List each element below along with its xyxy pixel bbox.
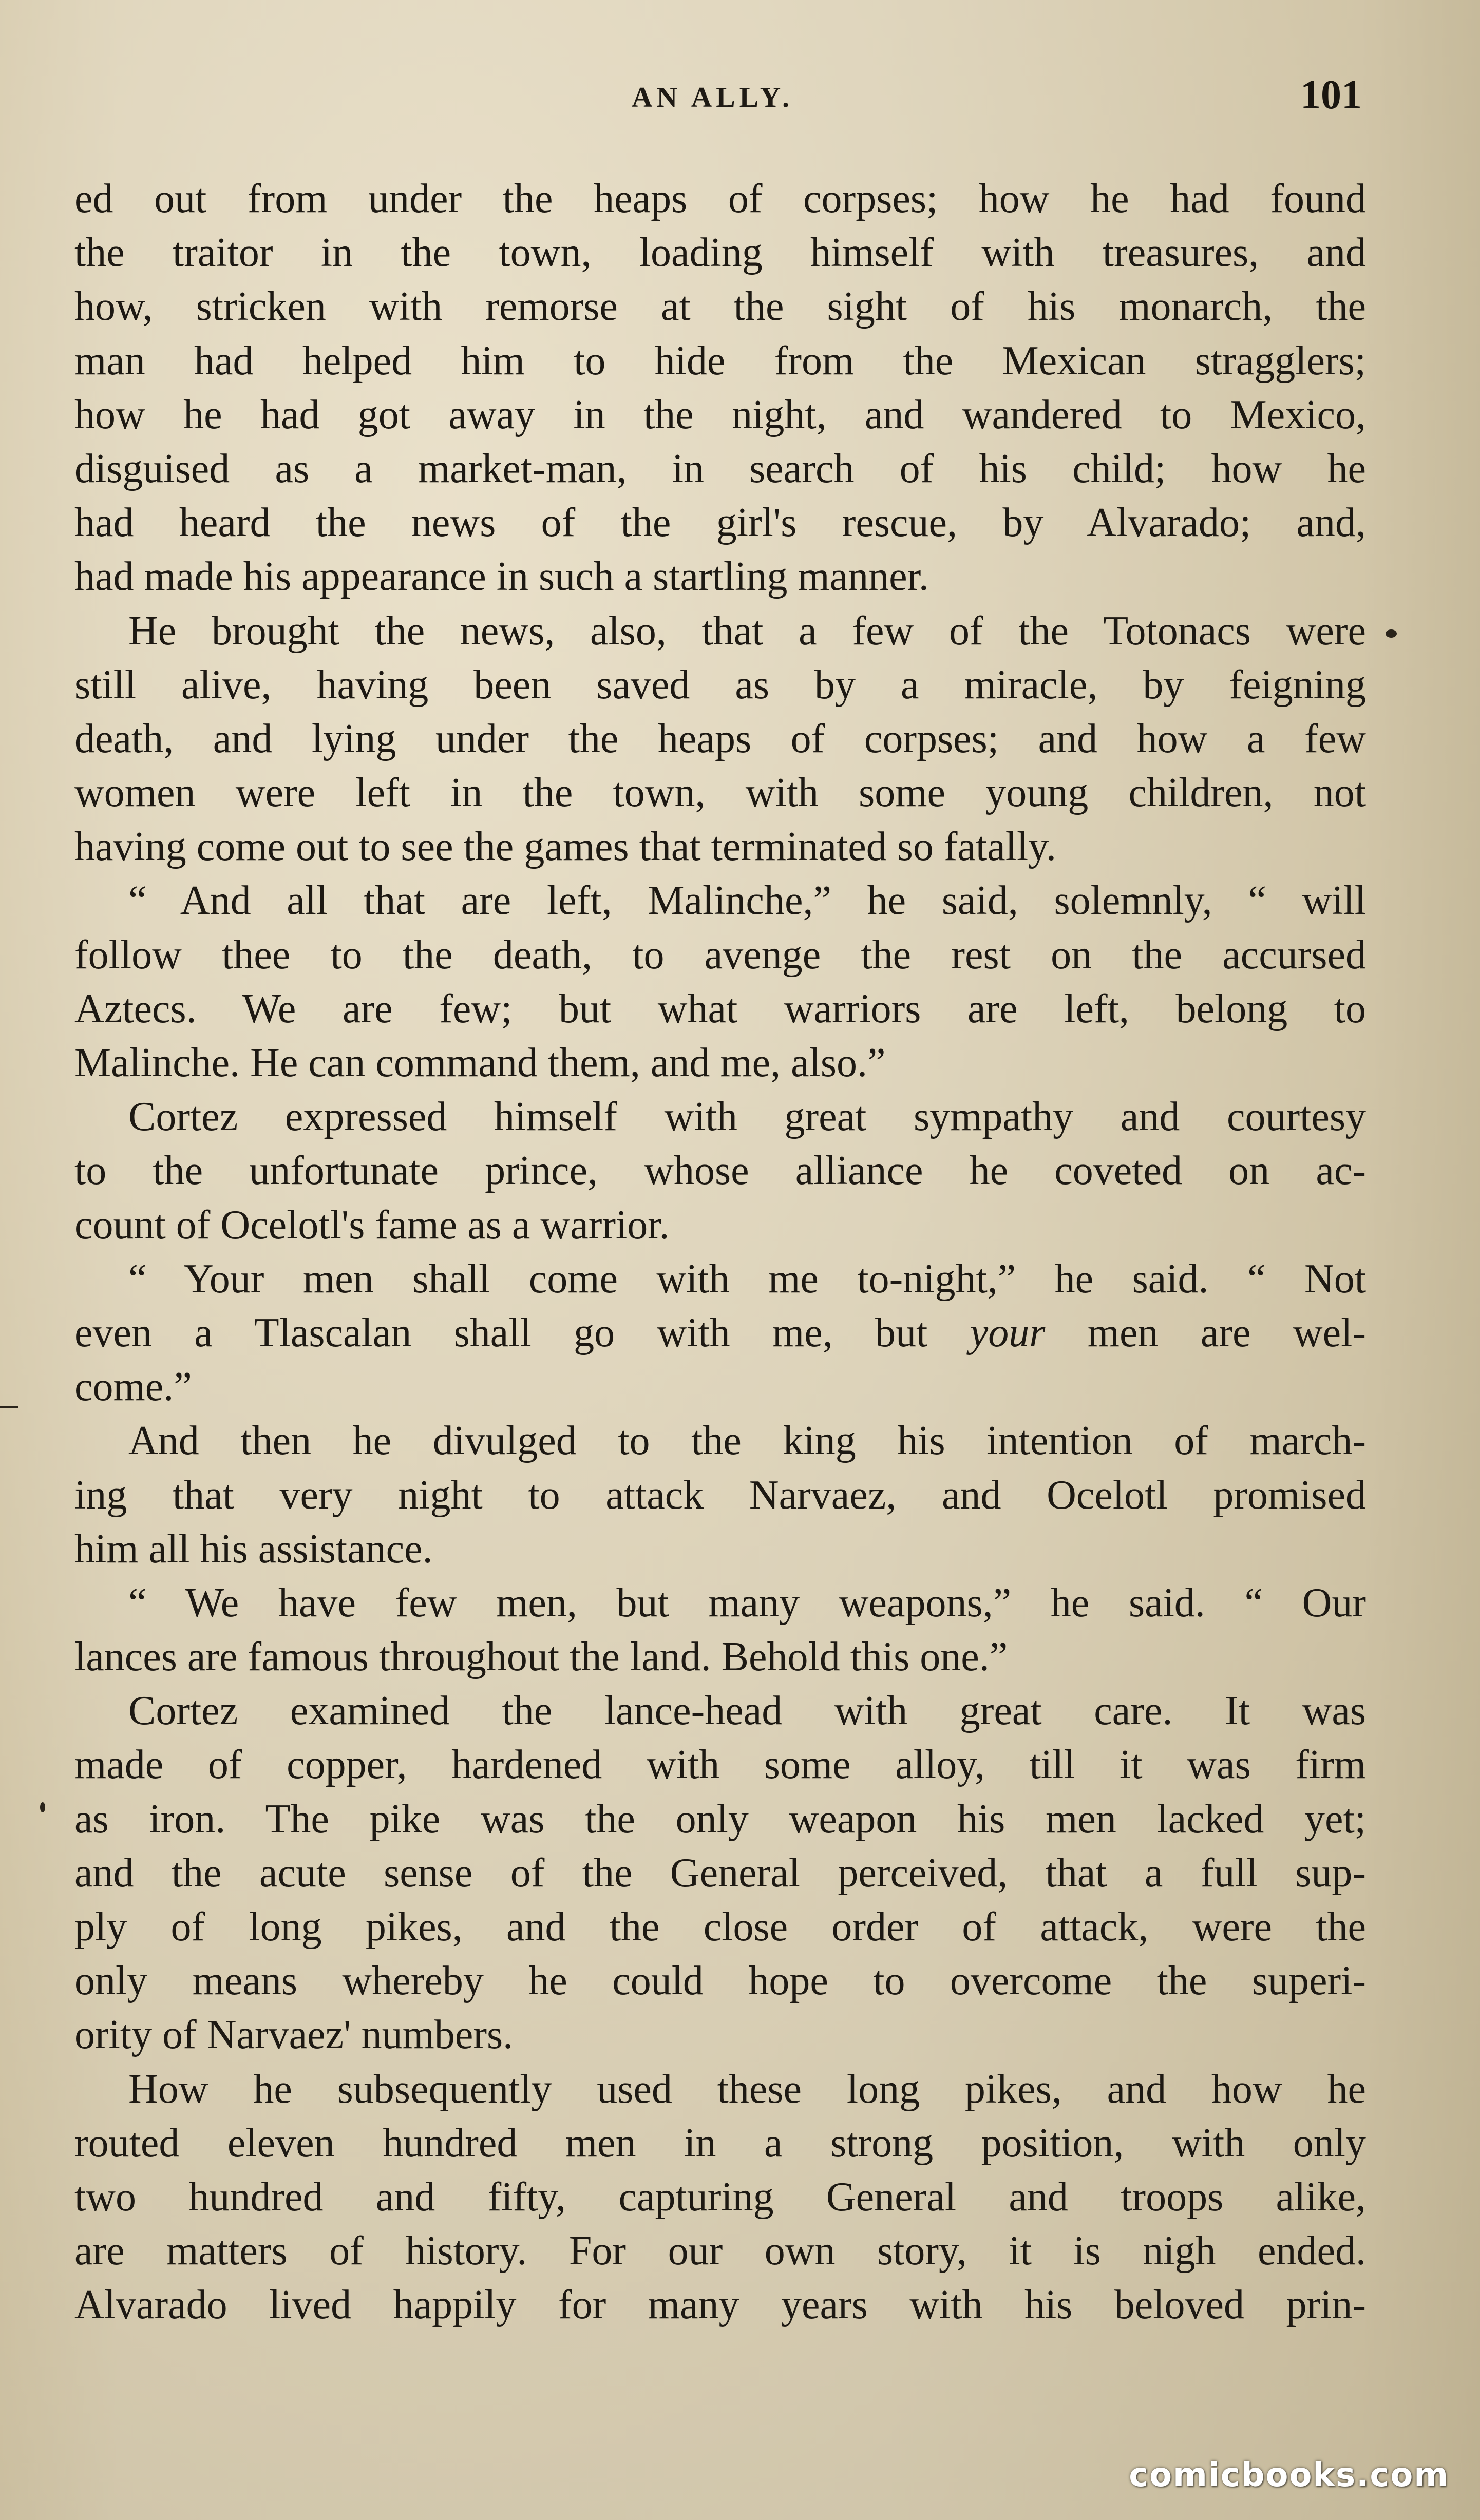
text-line: man had helped him to hide from the Mexican stragglers; <box>74 338 1366 384</box>
text-line: routed eleven hundred men in a strong position, with only <box>74 2120 1366 2166</box>
text-line: ing that very night to attack Narvaez, and Ocelotl promised <box>74 1472 1366 1518</box>
text-line: Cortez examined the lance-head with great care. It was <box>128 1688 1366 1734</box>
text-line: follow thee to the death, to avenge the rest on the accursed <box>74 932 1366 978</box>
text-line: two hundred and fifty, capturing General and troops alike, <box>74 2174 1366 2220</box>
text-line: He brought the news, also, that a few of the Totonacs were <box>128 608 1366 654</box>
margin-dash-mark <box>0 1406 18 1408</box>
italic-word: your <box>970 1310 1046 1356</box>
watermark: comicbooks.com <box>1129 2456 1449 2494</box>
text-line: Alvarado lived happily for many years with his beloved prin- <box>74 2282 1366 2328</box>
text-line: only means whereby he could hope to overcome the superi- <box>74 1958 1366 2004</box>
page-number: 101 <box>1300 72 1362 118</box>
body-text <box>74 172 1366 2333</box>
text-line: women were left in the town, with some young children, not <box>74 770 1366 816</box>
text-line: Cortez expressed himself with great sympathy and courtesy <box>128 1094 1366 1140</box>
running-head: AN ALLY. <box>632 82 794 113</box>
text-line: made of copper, hardened with some alloy, till it was firm <box>74 1742 1366 1788</box>
ink-spot-mark <box>40 1802 45 1812</box>
text-line: had made his appearance in such a startling manner. <box>74 554 929 600</box>
text-line: had heard the news of the girl's rescue, by Alvarado; and, <box>74 500 1366 546</box>
text-line: how, stricken with remorse at the sight of his monarch, the <box>74 284 1366 330</box>
text-line: having come out to see the games that terminated so fatally. <box>74 824 1056 870</box>
text-line: ority of Narvaez' numbers. <box>74 2012 514 2058</box>
ink-spot-mark <box>1386 629 1397 638</box>
text-segment: men are wel- <box>1087 1310 1367 1356</box>
text-line: how he had got away in the night, and wandered to Mexico, <box>74 392 1366 437</box>
text-line: “ Your men shall come with me to-night,” he said. “ Not <box>128 1256 1366 1302</box>
page-header <box>0 72 1480 128</box>
text-line: ed out from under the heaps of corpses; how he had found <box>74 176 1366 221</box>
text-line: disguised as a market-man, in search of his child; how he <box>74 446 1366 491</box>
text-line: “ We have few men, but many weapons,” he said. “ Our <box>128 1580 1366 1626</box>
text-line: lances are famous throughout the land. Behold this one.” <box>74 1634 1008 1680</box>
text-line: to the unfortunate prince, whose alliance he coveted on ac- <box>74 1148 1366 1194</box>
text-line: the traitor in the town, loading himself with treasures, and <box>74 230 1366 276</box>
text-line: and the acute sense of the General perceived, that a full sup- <box>74 1850 1366 1896</box>
text-line: How he subsequently used these long pikes, and how he <box>128 2066 1366 2112</box>
text-segment: even a Tlascalan shall go with me, but <box>74 1310 928 1356</box>
text-line: as iron. The pike was the only weapon his men lacked yet; <box>74 1796 1366 1842</box>
text-line <box>74 1306 1366 1360</box>
text-line: count of Ocelotl's fame as a warrior. <box>74 1202 670 1248</box>
text-line: “ And all that are left, Malinche,” he said, solemnly, “ will <box>128 878 1366 924</box>
text-line: still alive, having been saved as by a miracle, by feigning <box>74 662 1366 708</box>
text-line: And then he divulged to the king his intention of march- <box>128 1418 1366 1464</box>
text-line: ply of long pikes, and the close order of attack, were the <box>74 1904 1366 1950</box>
text-line: him all his assistance. <box>74 1526 433 1572</box>
text-line: come.” <box>74 1364 192 1410</box>
text-line: Aztecs. We are few; but what warriors are left, belong to <box>74 986 1366 1032</box>
text-line: are matters of history. For our own story, it is nigh ended. <box>74 2228 1366 2274</box>
text-line: Malinche. He can command them, and me, also.” <box>74 1040 886 1085</box>
text-line: death, and lying under the heaps of corpses; and how a few <box>74 716 1366 761</box>
